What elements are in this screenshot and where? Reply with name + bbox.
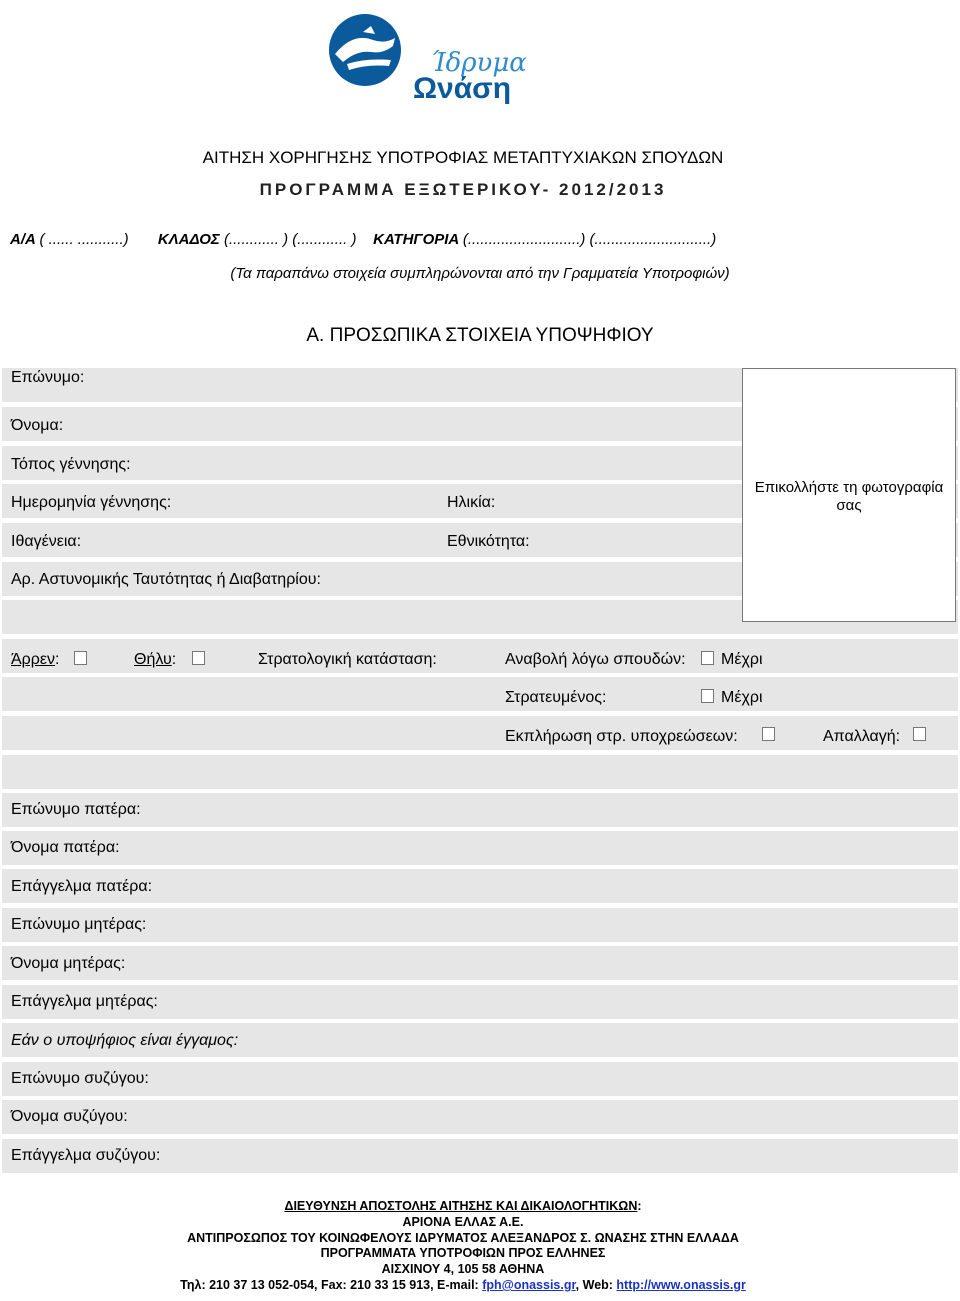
age-label: Ηλικία:	[447, 494, 496, 511]
logo-script-text: Ίδρυμα	[431, 48, 527, 78]
spouse-name-label: Όνομα συζύγου:	[11, 1108, 128, 1125]
website-link[interactable]: http://www.onassis.gr	[616, 1277, 746, 1292]
mailing-address-footer	[0, 1199, 926, 1294]
surname-label: Επώνυμο:	[11, 369, 85, 386]
contact-phone-fax: Τηλ: 210 37 13 052-054, Fax: 210 33 15 913, E-mail:	[180, 1277, 483, 1292]
if-married-label: Εάν ο υποψήφιος είναι έγγαμος:	[11, 1032, 239, 1049]
footer-line-representative: ΑΝΤΙΠΡΟΣΩΠΟΣ ΤΟΥ ΚΟΙΝΩΦΕΛΟΥΣ ΙΔΡΥΜΑΤΟΣ ΑΛΕΞΑΝΔΡΟΣ Σ. ΩΝΑΣΗΣ ΣΤΗΝ ΕΛΛΑΔΑ	[187, 1230, 739, 1245]
father-job-label: Επάγγελμα πατέρα:	[11, 878, 153, 895]
id-number-label: Αρ. Αστυνομικής Ταυτότητας ή Διαβατηρίου:	[11, 571, 321, 588]
photo-box-label: Επικολλήστε τη φωτογραφία σας	[754, 479, 944, 514]
exempt-label: Απαλλαγή:	[823, 728, 901, 745]
father-surname-label: Επώνυμο πατέρα:	[11, 801, 141, 818]
footer-line-company: ΑΡΙΟΝΑ ΕΛΛΑΣ Α.Ε.	[402, 1214, 524, 1229]
male-label: Άρρεν	[11, 651, 56, 668]
birthplace-label: Τόπος γέννησης:	[11, 456, 131, 473]
program-title: ΠΡΟΓΡΑΜΜΑ ΕΞΩΤΕΡΙΚΟΥ- 2012/2013	[259, 180, 667, 199]
photo-box[interactable]	[742, 368, 956, 622]
onassis-foundation-logo	[313, 2, 528, 112]
serving-until-label: Μέχρι	[721, 689, 763, 706]
name-label: Όνομα:	[11, 417, 64, 434]
completed-row	[2, 716, 958, 750]
footer-heading-colon: :	[637, 1199, 642, 1213]
female-checkbox[interactable]	[192, 651, 205, 665]
mother-name-label: Όνομα μητέρας:	[11, 955, 126, 972]
male-checkbox[interactable]	[74, 651, 87, 665]
spacer-row	[2, 755, 958, 789]
spouse-job-label: Επάγγελμα συζύγου:	[11, 1147, 161, 1164]
field-row-father-name[interactable]	[2, 831, 958, 865]
klados-blank: (............ ) (............ )	[223, 231, 357, 248]
footer-line-address: ΑΙΣΧΙΝΟΥ 4, 105 58 ΑΘΗΝΑ	[381, 1262, 545, 1277]
birthdate-label: Ημερομηνία γέννησης:	[11, 494, 172, 511]
field-row-mother-name[interactable]	[2, 946, 958, 980]
section-title: Α. ΠΡΟΣΩΠΙΚΑ ΣΤΟΙΧΕΙΑ ΥΠΟΨΗΦΙΟΥ	[306, 325, 654, 346]
logo-name-text: Ωνάση	[413, 72, 512, 105]
female-option	[134, 651, 176, 669]
kategoria-label: ΚΑΤΗΓΟΡΙΑ	[373, 231, 459, 248]
office-use-line	[10, 231, 716, 248]
kategoria-blank: (...........................) (............................)	[462, 231, 717, 248]
military-status-label: Στρατολογική κατάσταση:	[258, 651, 437, 668]
aa-label: Α/Α	[10, 231, 36, 248]
footer-line-programs: ΠΡΟΓΡΑΜΜΑΤΑ ΥΠΟΤΡΟΦΙΩΝ ΠΡΟΣ ΕΛΛΗΝΕΣ	[320, 1246, 606, 1261]
completed-label: Εκπλήρωση στρ. υποχρεώσεων:	[505, 728, 738, 745]
spouse-surname-label: Επώνυμο συζύγου:	[11, 1070, 149, 1087]
male-option	[11, 651, 59, 669]
serving-checkbox[interactable]	[701, 689, 714, 703]
completed-checkbox[interactable]	[762, 727, 775, 741]
mother-surname-label: Επώνυμο μητέρας:	[11, 916, 147, 933]
female-label: Θήλυ	[134, 651, 172, 668]
male-colon: :	[55, 651, 60, 668]
serving-label: Στρατευμένος:	[505, 689, 607, 706]
exempt-checkbox[interactable]	[913, 727, 926, 741]
female-colon: :	[171, 651, 177, 668]
footer-heading	[0, 1199, 926, 1215]
deferment-checkbox[interactable]	[701, 651, 714, 665]
office-use-note: (Τα παραπάνω στοιχεία συμπληρώνονται από την Γραμματεία Υποτροφιών)	[230, 265, 730, 282]
footer-contact-line	[0, 1278, 926, 1294]
nationality-label: Εθνικότητα:	[447, 533, 530, 550]
deferment-label: Αναβολή λόγω σπουδών:	[505, 651, 686, 668]
deferment-until-label: Μέχρι	[721, 651, 763, 668]
father-name-label: Όνομα πατέρα:	[11, 839, 120, 856]
serving-row	[2, 677, 958, 711]
mother-job-label: Επάγγελμα μητέρας:	[11, 993, 158, 1010]
aa-blank: ( ...... ...........)	[39, 231, 129, 248]
form-title: ΑΙΤΗΣΗ ΧΟΡΗΓΗΣΗΣ ΥΠΟΤΡΟΦΙΑΣ ΜΕΤΑΠΤΥΧΙΑΚΩΝ ΣΠΟΥΔΩΝ	[202, 148, 724, 167]
klados-label: ΚΛΑΔΟΣ	[157, 231, 220, 248]
field-row-father-surname[interactable]	[2, 793, 958, 827]
footer-heading-text: ΔΙΕΥΘΥΝΣΗ ΑΠΟΣΤΟΛΗΣ ΑΙΤΗΣΗΣ ΚΑΙ ΔΙΚΑΙΟΛΟΓΗΤΙΚΩΝ	[284, 1199, 638, 1213]
email-link[interactable]: fph@onassis.gr	[482, 1277, 576, 1292]
web-prefix: , Web:	[575, 1277, 617, 1292]
origin-label: Ιθαγένεια:	[11, 533, 82, 550]
field-row-spouse-name[interactable]	[2, 1100, 958, 1134]
